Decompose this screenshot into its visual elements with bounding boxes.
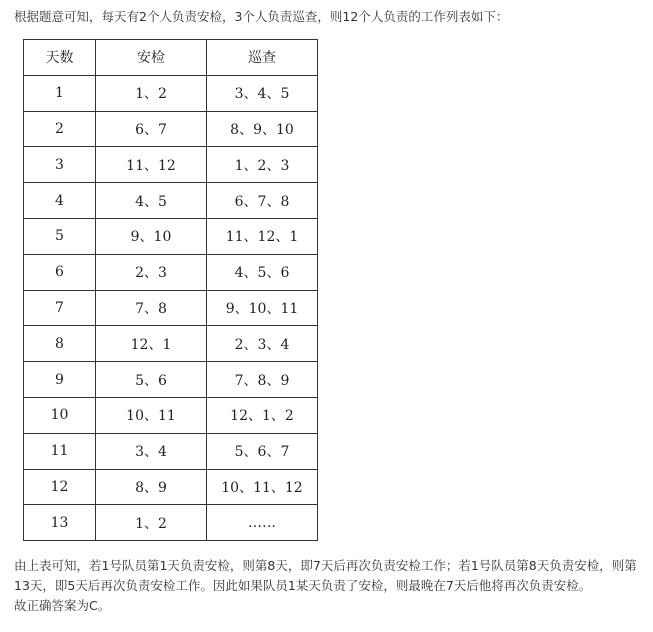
- table-row: [24, 111, 318, 147]
- explanation-line-1: 由上表可知，若1号队员第1天负责安检，则第8天，即7天后再次负责安检工作；若1号队员第8天负责安检，则第: [14, 558, 637, 573]
- cell-patrol: 9、10、11: [207, 290, 318, 326]
- cell-security: 7、8: [96, 290, 207, 326]
- table-row: [24, 254, 318, 290]
- cell-patrol: 11、12、1: [207, 218, 318, 254]
- cell-security: 10、11: [96, 397, 207, 433]
- cell-day: 8: [24, 326, 96, 362]
- answer-line: 故正确答案为C。: [14, 598, 111, 613]
- cell-patrol: 10、11、12: [207, 469, 318, 505]
- cell-patrol: 7、8、9: [207, 362, 318, 398]
- table-row: [24, 326, 318, 362]
- cell-security: 1、2: [96, 75, 207, 111]
- cell-patrol: 8、9、10: [207, 111, 318, 147]
- cell-patrol: 2、3、4: [207, 326, 318, 362]
- duty-table: [23, 39, 318, 541]
- table-row: [24, 75, 318, 111]
- cell-patrol: 5、6、7: [207, 433, 318, 469]
- cell-day: 1: [24, 75, 96, 111]
- cell-day: 5: [24, 218, 96, 254]
- table-row: [24, 469, 318, 505]
- cell-security: 9、10: [96, 218, 207, 254]
- cell-day: 3: [24, 147, 96, 183]
- cell-security: 4、5: [96, 183, 207, 219]
- explanation-line-2: 13天，即5天后再次负责安检工作。因此如果队员1某天负责了安检，则最晚在7天后他将再次负责安检。: [14, 578, 592, 593]
- cell-security: 11、12: [96, 147, 207, 183]
- cell-patrol: 1、2、3: [207, 147, 318, 183]
- cell-day: 9: [24, 362, 96, 398]
- cell-patrol: 12、1、2: [207, 397, 318, 433]
- cell-security: 2、3: [96, 254, 207, 290]
- cell-day: 4: [24, 183, 96, 219]
- cell-day: 7: [24, 290, 96, 326]
- table-row: [24, 362, 318, 398]
- cell-day: 12: [24, 469, 96, 505]
- intro-text: 根据题意可知，每天有2个人负责安检，3个人负责巡查，则12个人负责的工作列表如下：: [14, 9, 509, 24]
- cell-day: 13: [24, 505, 96, 541]
- table-row: [24, 147, 318, 183]
- table-row: [24, 397, 318, 433]
- cell-day: 6: [24, 254, 96, 290]
- cell-day: 2: [24, 111, 96, 147]
- cell-patrol: 6、7、8: [207, 183, 318, 219]
- cell-security: 5、6: [96, 362, 207, 398]
- cell-patrol: 3、4、5: [207, 75, 318, 111]
- cell-security: 6、7: [96, 111, 207, 147]
- cell-security: 3、4: [96, 433, 207, 469]
- cell-patrol: 4、5、6: [207, 254, 318, 290]
- header-patrol: 巡查: [207, 40, 318, 76]
- table-row: [24, 290, 318, 326]
- cell-security: 1、2: [96, 505, 207, 541]
- cell-security: 8、9: [96, 469, 207, 505]
- cell-patrol: ……: [207, 505, 318, 541]
- cell-day: 11: [24, 433, 96, 469]
- table-row: [24, 433, 318, 469]
- header-day: 天数: [24, 40, 96, 76]
- cell-day: 10: [24, 397, 96, 433]
- header-security: 安检: [96, 40, 207, 76]
- cell-security: 12、1: [96, 326, 207, 362]
- table-row: [24, 218, 318, 254]
- table-row: [24, 183, 318, 219]
- table-row: [24, 505, 318, 541]
- table-header-row: [24, 40, 318, 76]
- explanation: [14, 556, 637, 616]
